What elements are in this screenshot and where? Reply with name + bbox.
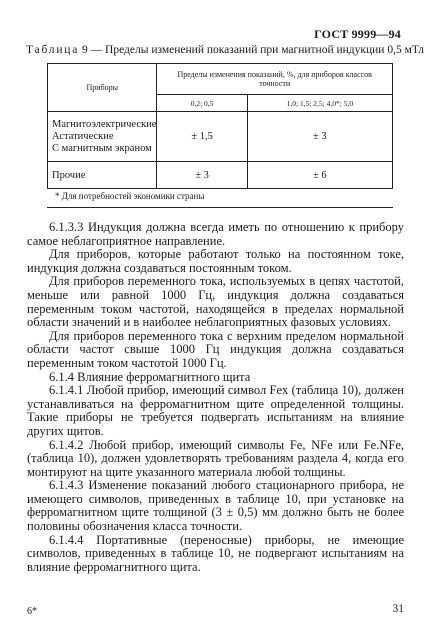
column-header-devices: Приборы	[48, 64, 157, 112]
device-name-line: Магнитоэлектрические	[52, 118, 157, 130]
table-row	[48, 162, 393, 189]
paragraph: Для приборов переменного тока, используемых в цепях частотой, меньше или равной 1000 Гц, индукция должна создаваться переменным током частотой, находящейся в пределах нормальной области значений и в наиболее неблагоприятных фазовых условиях.	[27, 274, 404, 330]
page-number: 31	[392, 603, 404, 615]
device-name-line: С магнитным экраном	[52, 142, 152, 154]
paragraph: Для приборов, которые работают только на постоянном токе, индукция должна создаваться постоянным током.	[27, 247, 404, 275]
footnote-divider	[47, 207, 393, 208]
signature-mark: 6*	[27, 606, 37, 617]
row-value-class-1: ± 3	[157, 162, 247, 189]
paragraph: 6.1.4.4 Портативные (переносные) приборы, не имеющие символов, приведенных в таблице 10, не подвергают испытаниям на влияние ферромагнитного щита.	[27, 532, 404, 574]
table-footnote: * Для потребностей экономики страны	[55, 191, 205, 201]
row-device-name	[48, 112, 157, 162]
device-name-line: Астатические	[52, 130, 114, 142]
row-value-class-2: ± 6	[247, 162, 392, 189]
row-value-class-1: ± 1,5	[157, 112, 247, 162]
paragraph: 6.1.4.3 Изменение показаний любого стационарного прибора, не имеющего символов, приведенных в таблице 10, при установке на ферромагнитном щите толщиной (3 ± 0,5) мм должно быть не более половины обозначения класса точности.	[27, 478, 404, 534]
table-9	[47, 63, 393, 189]
table-caption-word: Таблица	[26, 44, 80, 56]
row-value-class-2: ± 3	[247, 112, 392, 162]
body-text	[27, 221, 404, 574]
paragraph: 6.1.4.1 Любой прибор, имеющий символ Fex (таблица 10), должен устанавливаться на ферромагнитном щите определенной толщины. Такие приборы не требуется подвергать испытаниям на влияние других щитов.	[27, 383, 404, 438]
subheader-class-1: 0,2; 0,5	[157, 95, 247, 112]
section-heading: 6.1.4 Влияние ферромагнитного щита	[49, 369, 251, 384]
table-row	[48, 112, 393, 162]
column-header-limits: Пределы изменения показаний, %, для приборов классов точности	[157, 64, 393, 95]
standard-header: ГОСТ 9999—94	[314, 27, 401, 41]
table-caption	[26, 44, 425, 56]
paragraph: 6.1.3.3 Индукция должна всегда иметь по отношению к прибору самое неблагоприятное направление.	[27, 220, 404, 248]
paragraph: Для приборов переменного тока с верхним пределом нормальной области частот свыше 1000 Гц индукция должна создаваться переменным током частотой 1000 Гц.	[27, 328, 404, 370]
paragraph: 6.1.4.2 Любой прибор, имеющий символы Fe, NFe или Fe.NFe, (таблица 10), должен удовлетворять требованиям раздела 4, когда его монтируют на щите указанного материала любой толщины.	[27, 437, 404, 479]
subheader-class-2: 1,0; 1,5; 2,5; 4,0*; 5,0	[247, 95, 392, 112]
row-device-name: Прочие	[48, 162, 157, 189]
table-caption-text: 9 — Пределы изменений показаний при магнитной индукции 0,5 мТл	[82, 44, 425, 56]
